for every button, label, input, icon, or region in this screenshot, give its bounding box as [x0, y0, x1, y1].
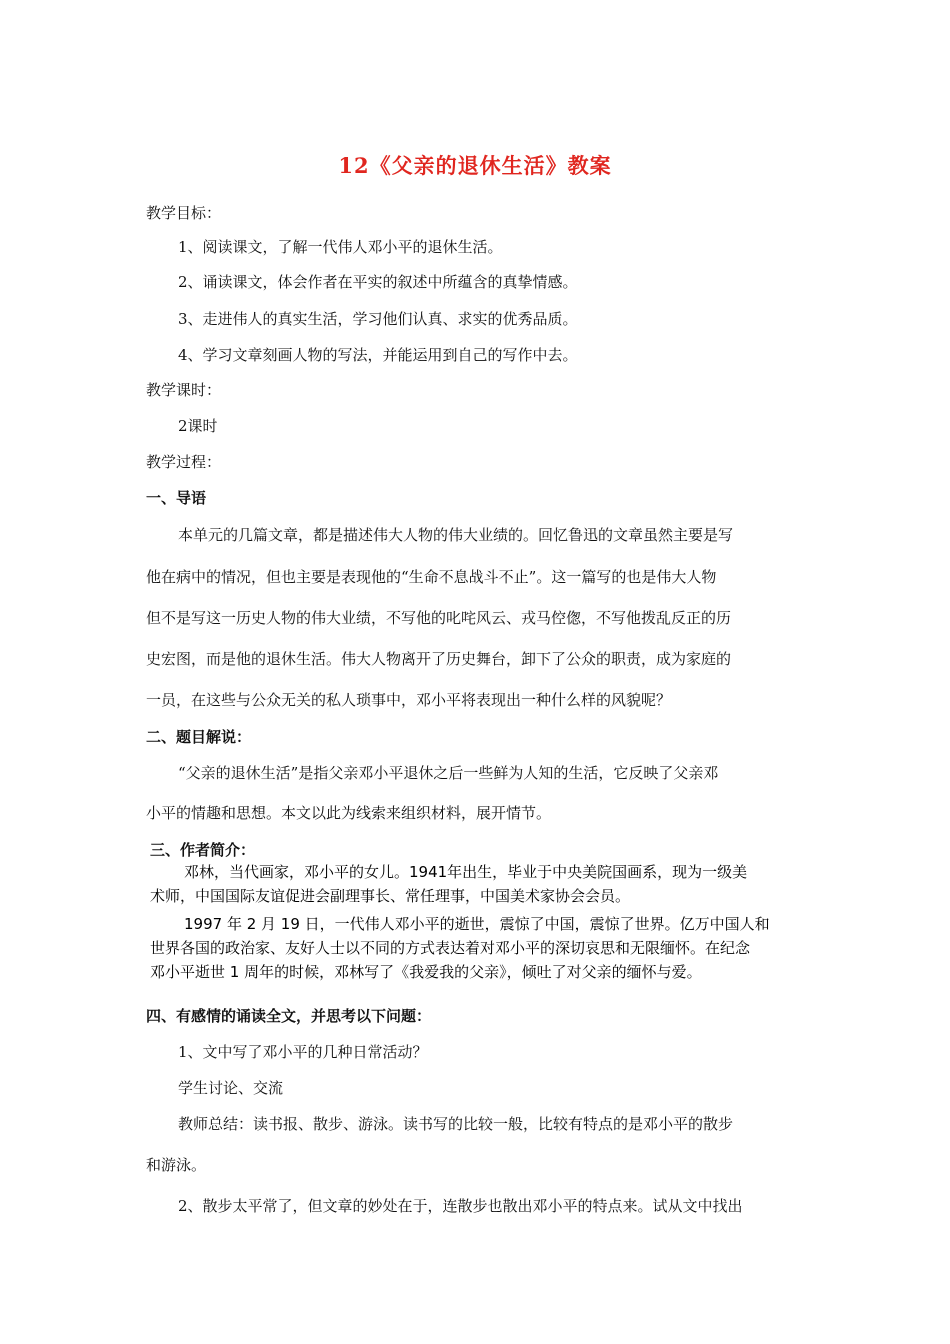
hours-heading: 教学课时：: [146, 381, 222, 399]
objective-item: 1、阅读课文，了解一代伟人邓小平的退休生活。: [178, 238, 503, 256]
section-heading-title-explanation: 二、题目解说：: [146, 728, 252, 746]
objective-item: 4、学习文章刻画人物的写法，并能运用到自己的写作中去。: [178, 346, 578, 364]
author-scan-line: 邓小平逝世 1 周年的时候，邓林写了《我爱我的父亲》，倾吐了对父亲的缅怀与爱。: [150, 963, 702, 981]
hours-value: 2课时: [178, 417, 218, 435]
author-scan-line: 邓林，当代画家，邓小平的女儿。1941年出生，毕业于中央美院国画系，现为一级美: [184, 863, 748, 881]
paragraph-line: “父亲的退休生活”是指父亲邓小平退休之后一些鲜为人知的生活，它反映了父亲邓: [178, 764, 719, 782]
document-title: 12《父亲的退休生活》教案: [338, 153, 612, 178]
author-scan-line: 术师，中国国际友谊促进会副理事长、常任理事，中国美术家协会会员。: [150, 887, 631, 905]
paragraph-line: 教师总结：读书报、散步、游泳。读书写的比较一般，比较有特点的是邓小平的散步: [178, 1115, 734, 1133]
question-2: 2、散步太平常了，但文章的妙处在于，连散步也散出邓小平的特点来。试从文中找出: [178, 1197, 743, 1215]
objective-item: 3、走进伟人的真实生活，学习他们认真、求实的优秀品质。: [178, 310, 578, 328]
section-heading-reading: 四、有感情的诵读全文，并思考以下问题：: [146, 1007, 432, 1025]
objectives-heading: 教学目标：: [146, 204, 222, 222]
paragraph-line: 但不是写这一历史人物的伟大业绩，不写他的叱咤风云、戎马倥偬，不写他拨乱反正的历: [146, 609, 732, 627]
paragraph-line: 本单元的几篇文章，都是描述伟大人物的伟大业绩的。回忆鲁迅的文章虽然主要是写: [178, 526, 734, 544]
discussion-note: 学生讨论、交流: [178, 1079, 284, 1097]
section-heading-author: 三、作者简介：: [150, 841, 256, 859]
paragraph-line: 史宏图，而是他的退休生活。伟大人物离开了历史舞台，卸下了公众的职责，成为家庭的: [146, 650, 732, 668]
paragraph-line: 一员，在这些与公众无关的私人琐事中，邓小平将表现出一种什么样的风貌呢？: [146, 691, 672, 709]
objective-item: 2、诵读课文，体会作者在平实的叙述中所蕴含的真挚情感。: [178, 273, 578, 291]
author-scan-line: 1997 年 2 月 19 日，一代伟人邓小平的逝世，震惊了中国，震惊了世界。亿万中国人和: [184, 915, 770, 933]
paragraph-line: 和游泳。: [146, 1156, 207, 1174]
author-scan-line: 世界各国的政治家、友好人士以不同的方式表达着对邓小平的深切哀思和无限缅怀。在纪念: [150, 939, 751, 957]
section-heading-intro: 一、导语: [146, 489, 207, 507]
process-heading: 教学过程：: [146, 453, 222, 471]
paragraph-line: 他在病中的情况，但也主要是表现他的“生命不息战斗不止”。这一篇写的也是伟大人物: [146, 568, 717, 586]
question-1: 1、文中写了邓小平的几种日常活动？: [178, 1043, 428, 1061]
paragraph-line: 小平的情趣和思想。本文以此为线索来组织材料，展开情节。: [146, 804, 552, 822]
